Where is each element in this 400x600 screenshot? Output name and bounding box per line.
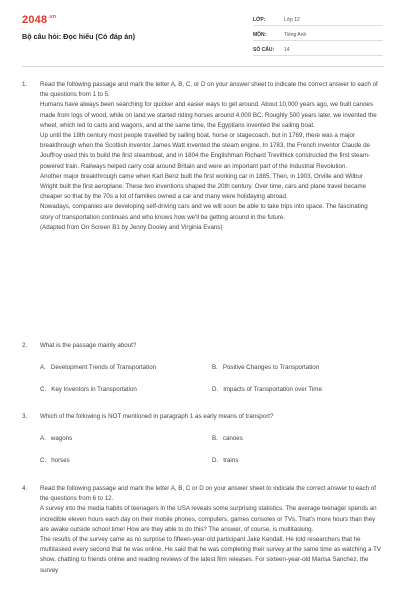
passage-paragraph: Humans have always been searching for quicker and easier ways to get around. About 10,000 years ago, we built canoes made from logs of wood, while on land we started riding horses around 4.000 BC. Roughly 500 years later, we invented the wheel, which led to carts and wagons, and at the same time, the Egyptians invented the sailing boat. xyxy=(40,101,377,129)
option-d[interactable]: D. Impacts of Transportation over Time xyxy=(212,386,322,393)
question-4 xyxy=(22,484,382,576)
question-count-label: SỐ CÂU: xyxy=(253,47,275,53)
passage-paragraph: Up until the 18th century most people travelled by sailing boat, horse or stagecoach, but in 1769, there was a major breakthrough when the Scottish inventor James Watt invented the steam engine. In 1783, the French inventor Claude de Jouffroy used this to build the first steamboat, and in 1804 the Englishman Richard Trevithick constructed the first steam-powered train. Railways helped carry coal around Britain and were an important part of the Industrial Revolution. xyxy=(40,132,371,170)
question-1 xyxy=(22,80,382,233)
passage-source: (Adapted from On Screen B1 by Jenny Dooley and Virginia Evans) xyxy=(40,223,223,231)
instruction-text: Read the following passage and mark the letter A, B, C or D on your answer sheet to indicate the correct answer to each of the questions from 6 to 12. xyxy=(40,485,377,503)
question-number: 1. xyxy=(22,81,28,88)
question-count-row xyxy=(253,44,383,56)
passage-paragraph: The results of the survey came as no surprise to fifteen-year-old participant Jake Kendall. He told researchers that he multitasked every second that he was online. He said that he was completing their survey at the same time as watching a TV show, chatting to friends online and reading reviews of the latest film releases. For sixteen-year-old Marisa Sanchez, the survey xyxy=(40,536,382,574)
class-value: Lớp 12 xyxy=(284,17,300,23)
question-3-options xyxy=(40,435,370,465)
subject-row xyxy=(253,29,383,41)
passage-paragraph: Nowadays, companies are developing self-driving cars and we will soon be able to take trips into space. The fascinating story of transportation continues and who knows how we'll be getting around in the future. xyxy=(40,203,368,221)
question-number: 3. xyxy=(22,413,28,420)
option-b[interactable]: B. Positive Changes to Transportation xyxy=(212,364,320,371)
option-a[interactable]: A. wagons xyxy=(40,435,73,442)
question-number: 2. xyxy=(22,342,28,349)
question-2 xyxy=(22,341,382,351)
passage-paragraph: Another major breakthrough came when Karl Benz built the first working car in 1885. Then, in 1903, Orville and Wilbur Wright built the first aeroplane. These two inventions shaped the 20th century. Over time, cars and plane travel became cheaper so that by the 70s a lot of families owned a car and many were holidaying abroad. xyxy=(40,172,367,201)
question-number: 4. xyxy=(22,485,28,492)
document-header xyxy=(0,0,400,64)
question-text: Which of the following is NOT mentioned in paragraph 1 as early means of transport? xyxy=(40,413,274,420)
header-divider xyxy=(22,66,384,67)
question-count-value: 14 xyxy=(284,47,290,53)
option-c[interactable]: C. Key Inventors in Transportation xyxy=(40,386,137,393)
class-label: LỚP: xyxy=(253,17,266,23)
option-d[interactable]: D. trains xyxy=(212,457,239,464)
class-row xyxy=(253,14,383,26)
option-b[interactable]: B. canoes xyxy=(212,435,243,442)
passage-paragraph: A survey into the media habits of teenagers in the USA reveals some surprising statistics. The average teenager spends an incredible eleven hours each day on their mobile phones, computers, games consoles or TVs. That's more hours than they are awake outside school time! How are they able to do this? The answer, of course, is multitasking. xyxy=(40,505,377,533)
subject-value: Tiếng Anh xyxy=(284,32,307,38)
option-a[interactable]: A. Development Trends of Transportation xyxy=(40,364,157,371)
question-text: What is the passage mainly about? xyxy=(40,342,137,349)
question-3 xyxy=(22,412,382,422)
site-logo[interactable]: $2048^{.vn}$ xyxy=(22,14,57,26)
subject-label: MÔN: xyxy=(253,32,267,38)
option-c[interactable]: C. horses xyxy=(40,457,70,464)
document-title: Bộ câu hỏi: Đọc hiểu (Có đáp án) xyxy=(22,32,136,41)
question-2-options xyxy=(40,364,370,394)
instruction-text: Read the following passage and mark the letter A, B, C, or D on your answer sheet to indicate the correct answer to each of the questions from 1 to 5. xyxy=(40,81,378,99)
